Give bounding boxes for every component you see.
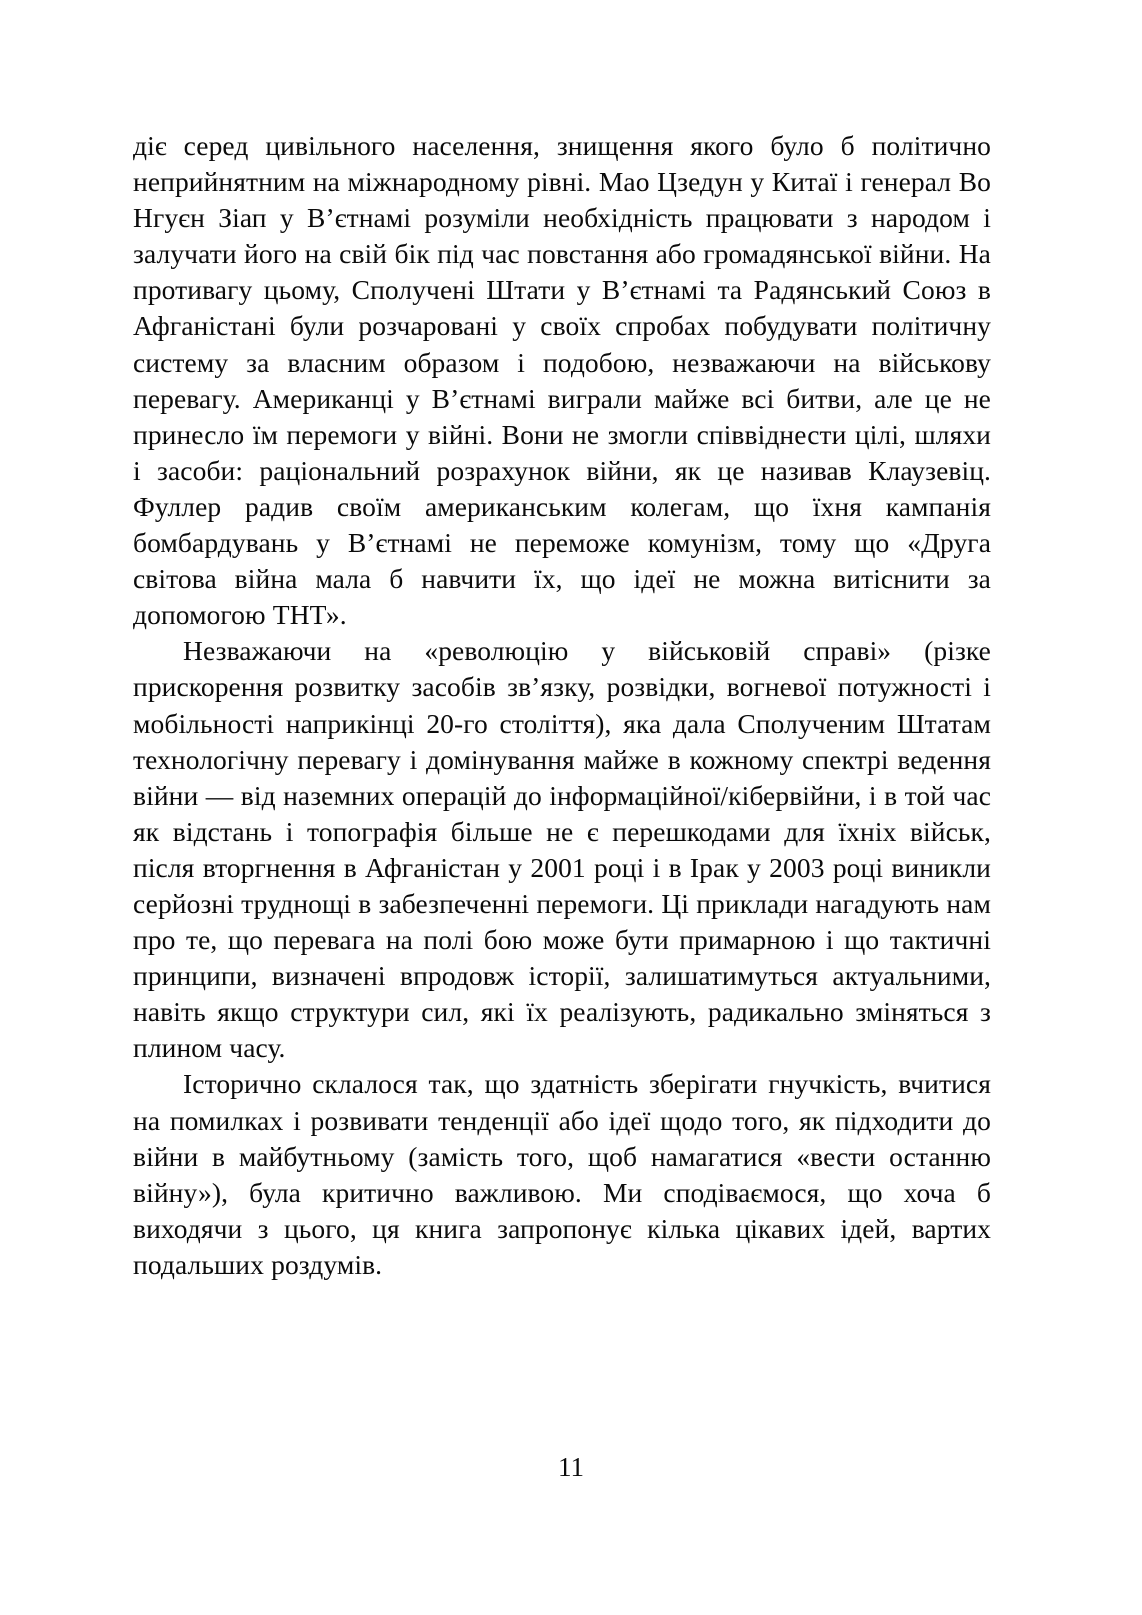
paragraph-3: Історично склалося так, що здатність зберігати гнучкість, вчитися на помилках і розвивати тенденції або ідеї щодо того, як підходити до війни в майбутньому (замість того, щоб намагатися «вести останню війну»), була критично важливою. Ми сподіваємося, що хоча б виходячи з цього, ця книга запропонує кілька цікавих ідей, вартих подальших роздумів. (133, 1068, 991, 1280)
paragraph-2: Незважаючи на «революцію у військовій справі» (різке прискорення розвитку засобів зв’язку, розвідки, вогневої потужності і мобільності наприкінці 20-го століття), яка дала Сполученим Штатам технологічну перевагу і домінування майже в кожному спектрі ведення війни — від наземних операцій до інформаційної/кібервійни, і в той час як відстань і топографія більше не є перешкодами для їхніх військ, після вторгнення в Афганістан у 2001 році і в Ірак у 2003 році виникли серйозні труднощі в забезпеченні перемоги. Ці приклади нагадують нам про те, що перевага на полі бою може бути примарною і що тактичні принципи, визначені впродовж історії, залишатимуться актуальними, навіть якщо структури сил, які їх реалізують, радикально зміняться з плином часу. (133, 635, 991, 1064)
body-text-column (133, 128, 991, 1283)
paragraph-1: діє серед цивільного населення, знищення якого було б політично неприйнятним на міжнародному рівні. Мао Цзедун у Китаї і генерал Во Нгуєн Зіап у В’єтнамі розуміли необхідність працювати з народом і залучати його на свій бік під час повстання або громадянської війни. На противагу цьому, Сполучені Штати у В’єтнамі та Радянський Союз в Афганістані були розчаровані у своїх спробах побудувати політичну систему за власним образом і подобою, незважаючи на військову перевагу. Американці у В’єтнамі виграли майже всі битви, але це не принесло їм перемоги у війні. Вони не змогли співвіднести цілі, шляхи і засоби: раціональний розрахунок війни, як це називав Клаузевіц. Фуллер радив своїм американським колегам, що їхня кампанія бомбардувань у В’єтнамі не переможе комунізм, тому що «Друга світова війна мала б навчити їх, що ідеї не можна витіснити за допомогою ТНТ». (133, 130, 991, 631)
page-number: 11 (558, 1452, 584, 1482)
